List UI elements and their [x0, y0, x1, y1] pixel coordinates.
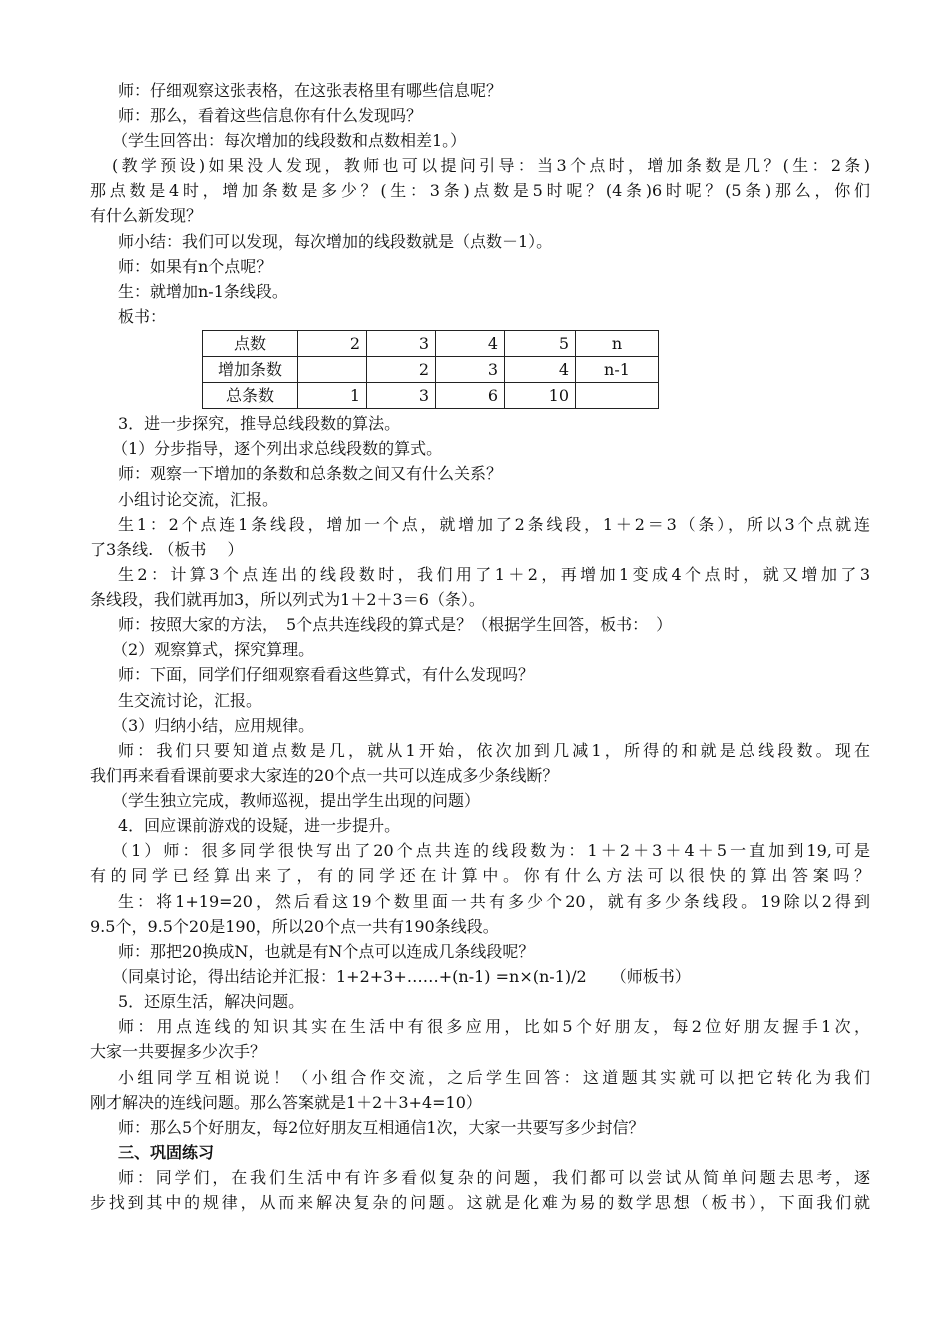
paragraph-line: 师：按照大家的方法， 5个点共连线段的算式是？（根据学生回答，板书： ） [118, 615, 673, 634]
paragraph-line: 大家一共要握多少次手？ [90, 1042, 267, 1061]
paragraph-line: 3．进一步探究，推导总线段数的算法。 [118, 414, 401, 433]
paragraph-line: 师小结：我们可以发现，每次增加的线段数就是（点数－1）。 [118, 232, 553, 251]
paragraph-line: 刚才解决的连线问题。那么答案就是1＋2＋3+4=10） [90, 1093, 482, 1112]
paragraph-line: 师：用点连线的知识其实在生活中有很多应用，比如5个好朋友，每2位好朋友握手1次， [118, 1017, 870, 1036]
paragraph-line: 生1：2个点连1条线段，增加一个点，就增加了2条线段，1＋2＝3（条），所以3个点就连 [118, 515, 870, 534]
paragraph-line: （1）师：很多同学很快写出了20个点共连的线段数为：1＋2＋3＋4＋5一直加到19,可是 [112, 841, 870, 860]
paragraph-line: 师：那把20换成N，也就是有N个点可以连成几条线段呢？ [118, 942, 535, 961]
paragraph-line: 生：就增加n-1条线段。 [118, 282, 288, 301]
table-row [203, 383, 659, 409]
table-cell: 3 [367, 383, 436, 409]
paragraph-line: 有的同学已经算出来了，有的同学还在计算中。你有什么方法可以很快的算出答案吗？ [90, 866, 870, 885]
section-heading: 三、巩固练习 [118, 1143, 215, 1162]
paragraph-line: 师：仔细观察这张表格，在这张表格里有哪些信息呢？ [118, 81, 503, 100]
table-cell: 增加条数 [203, 357, 298, 383]
paragraph-line: 生2：计算3个点连出的线段数时，我们用了1＋2，再增加1变成4个点时，就又增加了3 [118, 565, 870, 584]
paragraph-line: 那点数是4时，增加条数是多少？(生：3条)点数是5时呢？(4条)6时呢？(5条)那么，你们 [90, 181, 870, 200]
board-table [202, 330, 659, 409]
table-cell: 总条数 [203, 383, 298, 409]
paragraph-line: 有什么新发现？ [90, 206, 203, 225]
table-cell: 3 [436, 357, 505, 383]
paragraph-line: （学生回答出：每次增加的线段数和点数相差1。） [112, 131, 467, 150]
paragraph-line: 4．回应课前游戏的设疑，进一步提升。 [118, 816, 401, 835]
paragraph-line: 生：将1+19=20，然后看这19个数里面一共有多少个20，就有多少条线段。19除以2得到 [118, 892, 870, 911]
paragraph-line: （同桌讨论，得出结论并汇报：1+2+3+……+(n-1) =n×(n-1)/2 （师板书） [112, 967, 691, 986]
table-cell: 3 [367, 331, 436, 357]
paragraph-line: 师：如果有n个点呢？ [118, 257, 273, 276]
paragraph-line: 师：下面，同学们仔细观察看看这些算式，有什么发现吗？ [118, 665, 535, 684]
table-cell: 点数 [203, 331, 298, 357]
table-row [203, 357, 659, 383]
paragraph-line: 了3条线. （板书 ） [90, 540, 244, 559]
paragraph-line: 师：观察一下增加的条数和总条数之间又有什么关系？ [118, 464, 503, 483]
table-cell: 10 [505, 383, 576, 409]
paragraph-line: （3）归纳小结，应用规律。 [112, 716, 315, 735]
table-cell [298, 357, 367, 383]
paragraph-line: 师：那么，看着这些信息你有什么发现吗？ [118, 106, 423, 125]
paragraph-line: （2）观察算式，探究算理。 [112, 640, 315, 659]
paragraph-line: （学生独立完成，教师巡视，提出学生出现的问题） [112, 791, 481, 810]
paragraph-line: 板书： [118, 307, 167, 326]
table-cell: 4 [436, 331, 505, 357]
table-cell: n-1 [576, 357, 659, 383]
table-cell: n [576, 331, 659, 357]
paragraph-line: (教学预设)如果没人发现，教师也可以提问引导：当3个点时，增加条数是几？(生：2条) [112, 156, 870, 175]
paragraph-line: 小组同学互相说说！（小组合作交流，之后学生回答：这道题其实就可以把它转化为我们 [118, 1068, 870, 1087]
paragraph-line: 我们再来看看课前要求大家连的20个点一共可以连成多少条线断？ [90, 766, 559, 785]
paragraph-line: 5．还原生活，解决问题。 [118, 992, 305, 1011]
paragraph-line: 师：同学们，在我们生活中有许多看似复杂的问题，我们都可以尝试从简单问题去思考，逐 [118, 1168, 870, 1187]
paragraph-line: 生交流讨论，汇报。 [118, 691, 263, 710]
table-cell: 1 [298, 383, 367, 409]
table-row [203, 331, 659, 357]
paragraph-line: 小组讨论交流，汇报。 [118, 490, 279, 509]
paragraph-line: 师：那么5个好朋友，每2位好朋友互相通信1次，大家一共要写多少封信？ [118, 1118, 645, 1137]
table-cell: 2 [298, 331, 367, 357]
paragraph-line: （1）分步指导，逐个列出求总线段数的算式。 [112, 439, 443, 458]
table-cell: 2 [367, 357, 436, 383]
table-cell [576, 383, 659, 409]
paragraph-line: 条线段，我们就再加3，所以列式为1＋2＋3＝6（条）。 [90, 590, 485, 609]
table-cell: 6 [436, 383, 505, 409]
table-cell: 5 [505, 331, 576, 357]
paragraph-line: 师：我们只要知道点数是几，就从1开始，依次加到几减1，所得的和就是总线段数。现在 [118, 741, 870, 760]
table-cell: 4 [505, 357, 576, 383]
paragraph-line: 步找到其中的规律，从而来解决复杂的问题。这就是化难为易的数学思想（板书），下面我们就 [90, 1193, 870, 1212]
paragraph-line: 9.5个，9.5个20是190，所以20个点一共有190条线段。 [90, 917, 499, 936]
